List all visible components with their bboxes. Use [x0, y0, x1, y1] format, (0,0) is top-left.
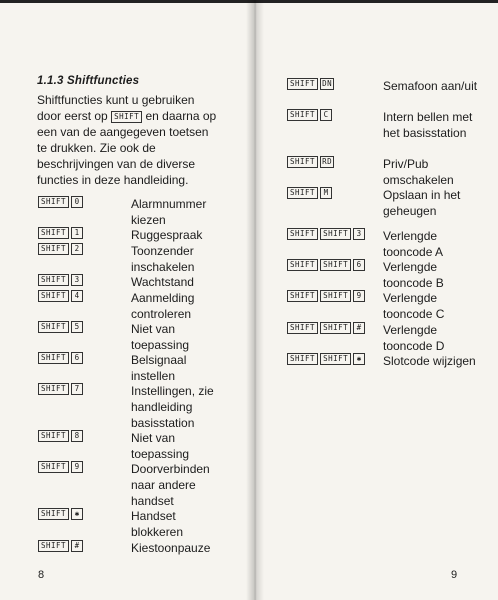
function-description: Doorverbinden naar andere handset	[131, 462, 210, 508]
shift-key: SHIFT	[38, 430, 69, 442]
shift-row	[287, 353, 478, 369]
function-description: Niet van toepassing	[131, 322, 190, 352]
page-number-left: 8	[38, 569, 45, 581]
shift-row	[287, 109, 478, 141]
shift-key: SHIFT	[320, 228, 351, 240]
shift-key: SHIFT	[320, 353, 351, 365]
shift-row	[38, 352, 226, 384]
key-combo	[38, 290, 131, 302]
function-key: #	[71, 540, 83, 552]
function-description: Toonzender inschakelen	[131, 244, 195, 274]
shift-row	[38, 290, 226, 322]
function-description: Verlengde tooncode C	[383, 291, 445, 321]
function-description: Handset blokkeren	[131, 509, 184, 539]
function-key: C	[320, 109, 332, 121]
key-combo	[38, 227, 131, 239]
shift-row	[38, 196, 226, 228]
function-description: Intern bellen met het basisstation	[383, 110, 473, 140]
shift-key: SHIFT	[38, 290, 69, 302]
function-description: Niet van toepassing	[131, 431, 190, 461]
shift-key: SHIFT	[320, 290, 351, 302]
key-combo	[38, 540, 131, 552]
function-key: 3	[353, 228, 365, 240]
shift-key: SHIFT	[287, 109, 318, 121]
shift-key: SHIFT	[287, 290, 318, 302]
key-combo	[287, 228, 383, 240]
key-combo	[38, 321, 131, 333]
shift-key: SHIFT	[38, 352, 69, 364]
shift-key: SHIFT	[287, 353, 318, 365]
shift-row	[287, 322, 478, 354]
function-key: #	[353, 322, 365, 334]
function-key: 9	[353, 290, 365, 302]
shift-row	[38, 508, 226, 540]
function-description: Semafoon aan/uit	[383, 79, 478, 93]
shift-row	[38, 321, 226, 353]
function-description: Verlengde tooncode A	[383, 229, 444, 259]
shift-key: SHIFT	[38, 196, 69, 208]
key-combo	[38, 383, 131, 395]
function-key: 9	[71, 461, 83, 473]
function-key: DN	[322, 79, 333, 88]
shift-key: SHIFT	[38, 461, 69, 473]
key-combo	[287, 322, 383, 334]
shift-row	[38, 540, 226, 556]
key-combo	[38, 508, 131, 520]
function-key: M	[320, 187, 332, 199]
shift-row	[38, 461, 226, 509]
function-description: Opslaan in het geheugen	[383, 188, 461, 218]
shift-key: SHIFT	[38, 383, 69, 395]
shift-row	[38, 430, 226, 462]
key-combo	[287, 109, 383, 121]
function-description: Aanmelding controleren	[131, 291, 195, 321]
shift-row	[287, 259, 478, 291]
key-combo	[287, 187, 383, 199]
function-description: Wachtstand	[131, 275, 194, 289]
function-key: 0	[71, 196, 83, 208]
shift-key: SHIFT	[320, 322, 351, 334]
function-key: 4	[71, 290, 83, 302]
key-combo	[38, 274, 131, 286]
function-key: 6	[71, 352, 83, 364]
function-description: Ruggespraak	[131, 228, 203, 242]
intro-paragraph	[37, 92, 217, 188]
function-key: 6	[353, 259, 365, 271]
function-key: 1	[71, 227, 83, 239]
intro-shift-key: SHIFT	[111, 111, 142, 123]
shift-key: SHIFT	[287, 259, 318, 271]
key-combo	[287, 290, 383, 302]
shift-row	[287, 290, 478, 322]
shift-row	[287, 156, 478, 188]
function-key: RD	[322, 157, 333, 166]
key-combo	[287, 259, 383, 271]
key-combo	[287, 78, 383, 90]
shift-key: SHIFT	[320, 259, 351, 271]
shift-key: SHIFT	[38, 274, 69, 286]
shift-row	[38, 383, 226, 431]
key-combo	[38, 461, 131, 473]
shift-row	[287, 187, 478, 219]
shift-row	[287, 228, 478, 260]
shift-key: SHIFT	[38, 321, 69, 333]
function-description: Instellingen, zie handleiding basisstation	[131, 384, 214, 430]
shift-key: SHIFT	[287, 228, 318, 240]
function-key: 8	[71, 430, 83, 442]
section-title: 1.1.3 Shiftfuncties	[37, 75, 140, 87]
function-description: Belsignaal instellen	[131, 353, 187, 383]
key-combo	[38, 196, 131, 208]
key-combo	[38, 352, 131, 364]
function-key: 5	[71, 321, 83, 333]
function-description: Alarmnummer kiezen	[131, 197, 207, 227]
shift-row	[38, 274, 226, 290]
shift-row	[287, 78, 478, 94]
function-description: Kiestoonpauze	[131, 541, 211, 555]
shift-key: SHIFT	[38, 227, 69, 239]
shift-row	[38, 243, 226, 275]
function-key: 3	[71, 274, 83, 286]
key-combo	[287, 156, 383, 168]
function-key: 2	[71, 243, 83, 255]
shift-row	[38, 227, 226, 243]
function-description: Priv/Pub omschakelen	[383, 157, 454, 187]
page-number-right: 9	[451, 569, 458, 581]
shift-key: SHIFT	[287, 78, 318, 90]
function-description: Verlengde tooncode B	[383, 260, 444, 290]
shift-key: SHIFT	[38, 540, 69, 552]
intro-text-after: en daarna op een van de aangegeven toetsen te drukken. Zie ook de beschrijvingen van de diverse functies in deze handleiding.	[37, 109, 217, 187]
intro-text-before: Shiftfuncties kunt u gebruiken door eerst op	[37, 93, 195, 123]
function-key: ✱	[353, 353, 365, 365]
function-key: 7	[71, 383, 83, 395]
function-description: Verlengde tooncode D	[383, 323, 445, 353]
shift-key: SHIFT	[287, 322, 318, 334]
shift-key: SHIFT	[287, 187, 318, 199]
right-page	[255, 0, 498, 600]
function-description: Slotcode wijzigen	[383, 354, 476, 368]
function-key: ✱	[71, 508, 83, 520]
shift-key: SHIFT	[287, 156, 318, 168]
shift-key: SHIFT	[38, 508, 69, 520]
key-combo	[287, 353, 383, 365]
key-combo	[38, 243, 131, 255]
key-combo	[38, 430, 131, 442]
shift-key: SHIFT	[38, 243, 69, 255]
